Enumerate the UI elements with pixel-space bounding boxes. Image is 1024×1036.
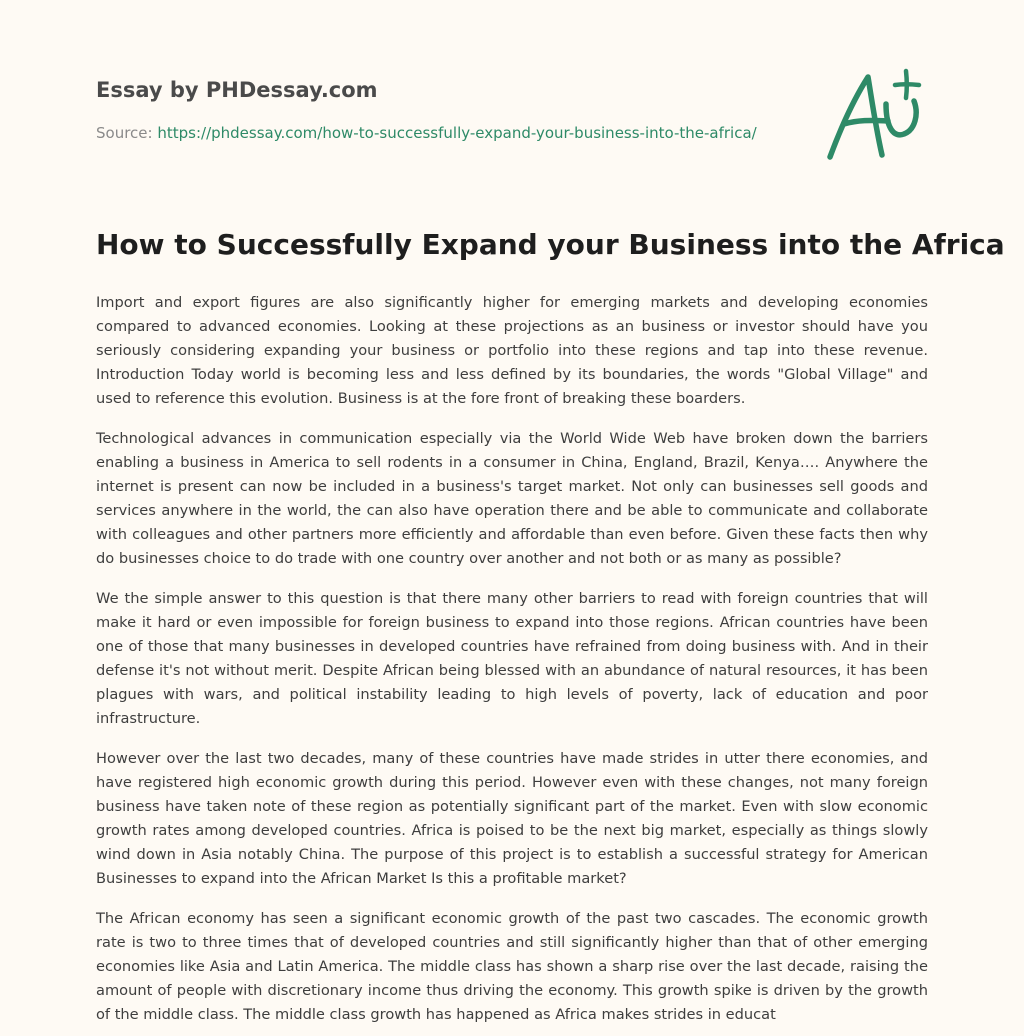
essay-paragraph-5: The African economy has seen a significant economic growth of the past two cascades. The economic growth rate is two to three times that of developed countries and still significantly higher than that of other emerging economies like Asia and Latin America. The middle class has shown a sharp rise over the last decade, raising the amount of people with discretionary income thus driving the economy. This growth spike is driven by the growth of the middle class. The middle class growth has happened as Africa makes strides in educat — [96, 910, 928, 1023]
essay-paragraph-4: However over the last two decades, many of these countries have made strides in utter there economies, and have registered high economic growth during this period. However even with these changes, not many foreign business have taken note of these region as potentially significant part of the market. Even with slow economic growth rates among developed countries. Africa is poised to be the next big market, especially as things slowly wind down in Asia notably China. The purpose of this project is to establish a successful strategy for American Businesses to expand into the African Market Is this a profitable market? — [96, 750, 928, 887]
source-line — [96, 122, 796, 144]
essay-paragraph-3: We the simple answer to this question is that there many other barriers to read with foreign countries that will make it hard or even impossible for foreign business to expand into those regions. African countries have been one of those that many businesses in developed countries have refrained from doing business with. And in their defense it's not without merit. Despite African being blessed with an abundance of natural resources, it has been plagues with wars, and political instability leading to high levels of poverty, lack of education and poor infrastructure. — [96, 590, 928, 727]
source-link[interactable]: https://phdessay.com/how-to-successfully-expand-your-business-into-the-africa/ — [157, 124, 757, 142]
essay-paragraph-1: Import and export figures are also significantly higher for emerging markets and developing economies compared to advanced economies. Looking at these projections as an business or investor should have you seriously considering expanding your business or portfolio into these regions and tap into these revenue. Introduction Today world is becoming less and less defined by its boundaries, the words "Global Village" and used to reference this evolution. Business is at the fore front of breaking these boarders. — [96, 294, 928, 407]
essay-content — [96, 226, 1005, 1036]
essay-title: How to Successfully Expand your Business into the Africa — [96, 228, 1005, 261]
site-title: Essay by PHDessay.com — [96, 78, 378, 102]
page-header — [96, 76, 796, 144]
a-plus-logo-icon — [820, 66, 930, 166]
source-label: Source: — [96, 124, 153, 142]
essay-paragraph-2: Technological advances in communication especially via the World Wide Web have broken down the barriers enabling a business in America to sell rodents in a consumer in China, England, Brazil, Kenya…. Anywhere the internet is present can now be included in a business's target market. Not only can businesses sell goods and services anywhere in the world, the can also have operation there and be able to communicate and collaborate with colleagues and other partners more efficiently and affordable than even before. Given these facts then why do businesses choice to do trade with one country over another and not both or as many as possible? — [96, 430, 928, 567]
